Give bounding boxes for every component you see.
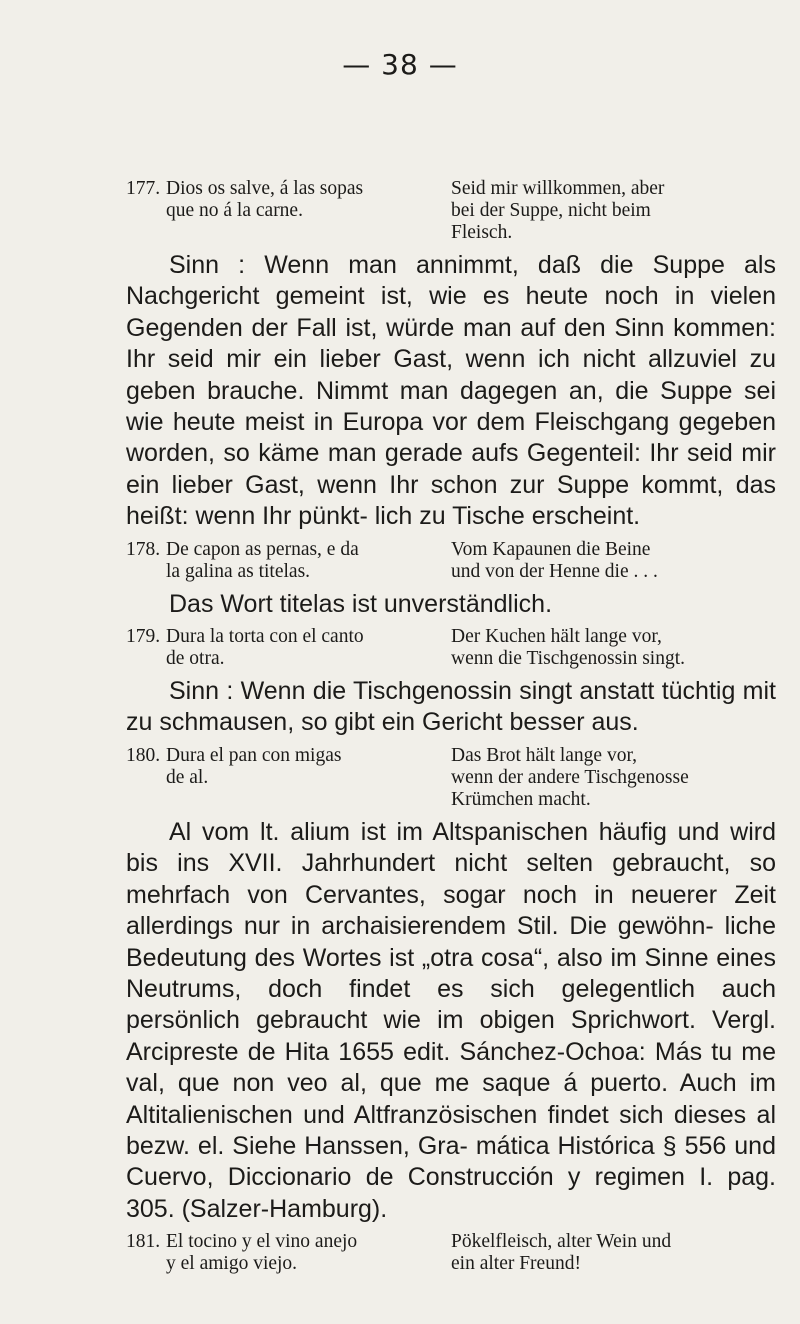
german-line: bei der Suppe, nicht beim [451,200,651,221]
german-line: Vom Kapaunen die Beine [451,538,651,560]
proverb-number: 181. [126,1231,161,1253]
page-content [126,178,776,1281]
german-line: wenn die Tischgenossin singt. [451,648,686,670]
german-line: ein alter Freund! [451,1253,581,1275]
spanish-line: y el amigo viejo. [166,1253,298,1275]
spanish-line: de otra. [166,648,225,670]
proverb-180 [126,745,776,811]
spanish-line: De capon as pernas, e da [166,538,359,560]
german-line: wenn der andere Tischgenosse [451,766,689,788]
spanish-proverb [166,1231,451,1275]
commentary-177: Sinn : Wenn man annimmt, daß die Suppe als Nachgericht gemeint ist, wie es heute noch in vielen Gegenden der Fall ist, würde man auf den Sinn kommen: Ihr seid mir ein lieber Gast, wenn ich nicht allzuviel zu geben brauche. Nimmt man dagegen an, die Suppe sei wie heute meist in Europa vor dem Fleischgang gegeben worden, so käme man gerade aufs Gegenteil: Ihr seid mir ein lieber Gast, wenn Ihr schon zur Suppe kommt, das heißt: wenn Ihr pünkt- lich zu Tische erscheint. [126,251,776,531]
german-translation [451,1231,776,1275]
spanish-line: de al. [166,766,209,788]
spanish-line: Dura la torta con el canto [166,626,364,648]
commentary-180: Al vom lt. alium ist im Altspanischen häufig und wird bis ins XVII. Jahrhundert nicht selten gebraucht, so mehrfach von Cervantes, sogar noch in neuerer Zeit allerdings nur in archaisierendem Stil. Die gewöhn- liche Bedeutung des Wortes ist „otra cosa“, also im Sinne eines Neutrums, doch findet es sich gelegentlich auch persönlich gebraucht wie im obigen Sprichwort. Vergl. Arcipreste de Hita 1655 edit. Sánchez-Ochoa: Más tu me val, que non veo al, que me saque á puerto. Auch im Altitalienischen und Altfranzösischen findet sich dieses al bezw. el. Siehe Hanssen, Gra- mática Histórica § 556 und Cuervo, Diccionario de Construcción y regimen I. pag. 305. (Salzer-Hamburg). [126,817,776,1223]
german-line: Krümchen macht. [451,788,591,810]
proverb-number: 177. [126,178,161,199]
commentary-178: Das Wort titelas ist unverständlich. [169,589,553,618]
spanish-line: Dios os salve, á las sopas [166,178,364,199]
german-line: Das Brot hält lange vor, [451,744,638,766]
spanish-line: El tocino y el vino anejo [166,1231,358,1253]
german-line: Pökelfleisch, alter Wein und [451,1231,672,1253]
spanish-proverb [166,626,451,670]
german-line: Fleisch. [451,222,513,243]
spanish-proverb [166,539,451,583]
german-translation [451,745,776,811]
spanish-proverb [166,178,451,244]
german-line: Der Kuchen hält lange vor, [451,626,662,648]
spanish-line: la galina as titelas. [166,560,311,582]
german-translation [451,539,776,583]
spanish-line: que no á la carne. [166,200,303,221]
proverb-177 [126,178,776,244]
proverb-178 [126,539,776,583]
proverb-179 [126,626,776,670]
german-translation [451,178,776,244]
german-line: und von der Henne die . . . [451,560,658,582]
proverb-181 [126,1231,776,1275]
page-number: — 38 — [342,48,458,81]
german-line: Seid mir willkommen, aber [451,178,665,199]
spanish-line: Dura el pan con migas [166,744,342,766]
proverb-number: 180. [126,744,161,766]
german-translation [451,626,776,670]
commentary-179: Sinn : Wenn die Tischgenossin singt anstatt tüchtig mit zu schmausen, so gibt ein Gericht besser aus. [126,677,776,737]
spanish-proverb [166,745,451,811]
proverb-number: 178. [126,538,161,560]
proverb-number: 179. [126,626,161,648]
